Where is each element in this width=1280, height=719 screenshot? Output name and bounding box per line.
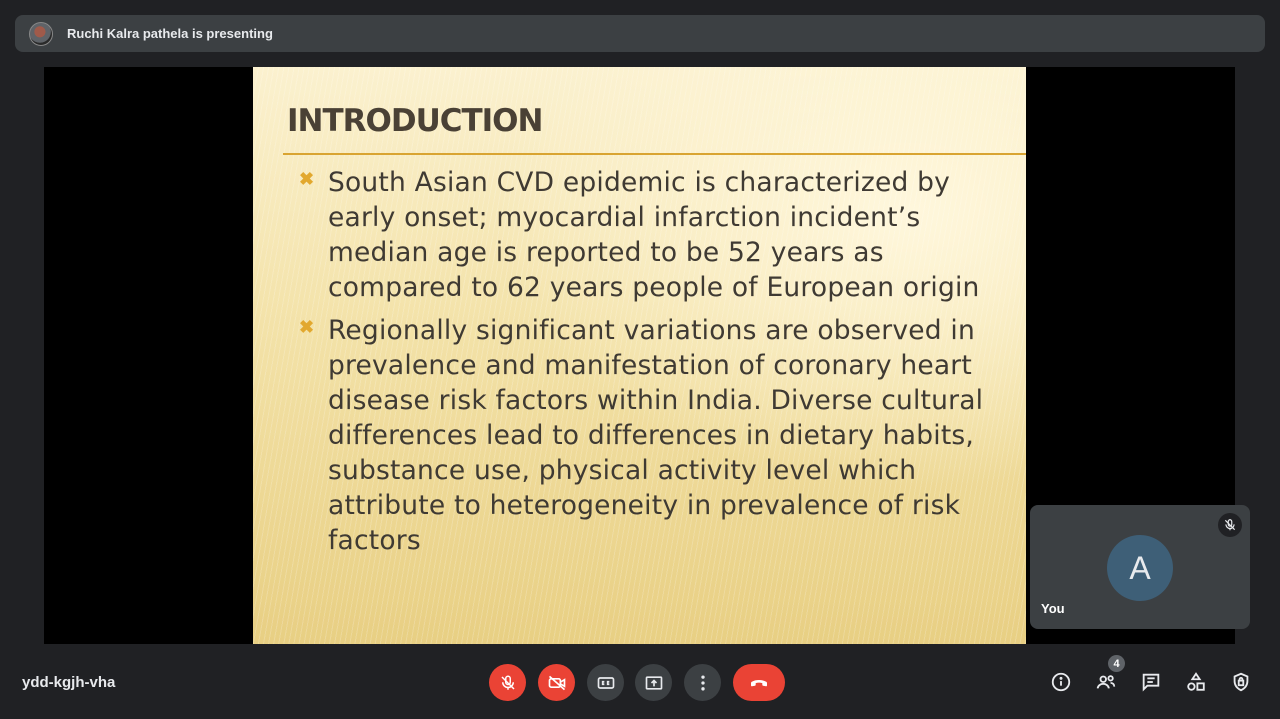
presenter-label: Ruchi Kalra pathela is presenting (67, 26, 273, 41)
shared-slide (253, 67, 1026, 644)
bullet-x-icon: ✖ (299, 169, 315, 189)
bullet-text: Regionally significant variations are observed in prevalence and manifestation of coronary heart disease risk factors within India. Diverse cultural differences lead to differences in dietary habits, substance use, physical activity level which attribute to heterogeneity in prevalence of risk factors (328, 315, 984, 556)
microphone-toggle-button[interactable] (489, 664, 526, 701)
camera-off-icon (547, 673, 567, 693)
chat-icon (1140, 671, 1162, 693)
participant-count-badge: 4 (1108, 655, 1125, 672)
meeting-details-button[interactable] (1049, 670, 1073, 694)
leave-call-button[interactable] (733, 664, 785, 701)
present-screen-icon (644, 673, 664, 693)
meeting-code: ydd-kgjh-vha (22, 674, 116, 691)
present-now-button[interactable] (635, 664, 672, 701)
leave-call-icon (747, 671, 771, 695)
title-divider (283, 153, 1026, 155)
presenter-avatar (29, 22, 53, 46)
mic-muted-icon (1218, 513, 1242, 537)
presenting-banner (15, 15, 1265, 52)
bottom-toolbar (0, 644, 1280, 719)
captions-button[interactable] (587, 664, 624, 701)
bullet-text: South Asian CVD epidemic is characterized by early onset; myocardial infarction incident’s median age is reported to be 52 years as compared to 62 years people of European origin (328, 167, 980, 303)
more-options-button[interactable] (684, 664, 721, 701)
bullet-x-icon: ✖ (299, 317, 315, 337)
people-button[interactable] (1094, 670, 1118, 694)
slide-title: INTRODUCTION (287, 103, 543, 139)
slide-bullet (299, 165, 999, 305)
activities-button[interactable] (1184, 670, 1208, 694)
chat-button[interactable] (1139, 670, 1163, 694)
mic-off-icon (499, 674, 517, 692)
self-video-tile[interactable] (1030, 505, 1250, 629)
self-name-label: You (1041, 601, 1065, 616)
people-icon (1095, 671, 1117, 693)
camera-toggle-button[interactable] (538, 664, 575, 701)
avatar: A (1107, 535, 1173, 601)
captions-icon (596, 673, 616, 693)
host-controls-button[interactable] (1229, 670, 1253, 694)
info-icon (1050, 671, 1072, 693)
activities-icon (1185, 671, 1207, 693)
more-options-icon (693, 673, 713, 693)
slide-bullet (299, 313, 999, 558)
slide-bullets (299, 165, 999, 566)
host-controls-icon (1230, 671, 1252, 693)
